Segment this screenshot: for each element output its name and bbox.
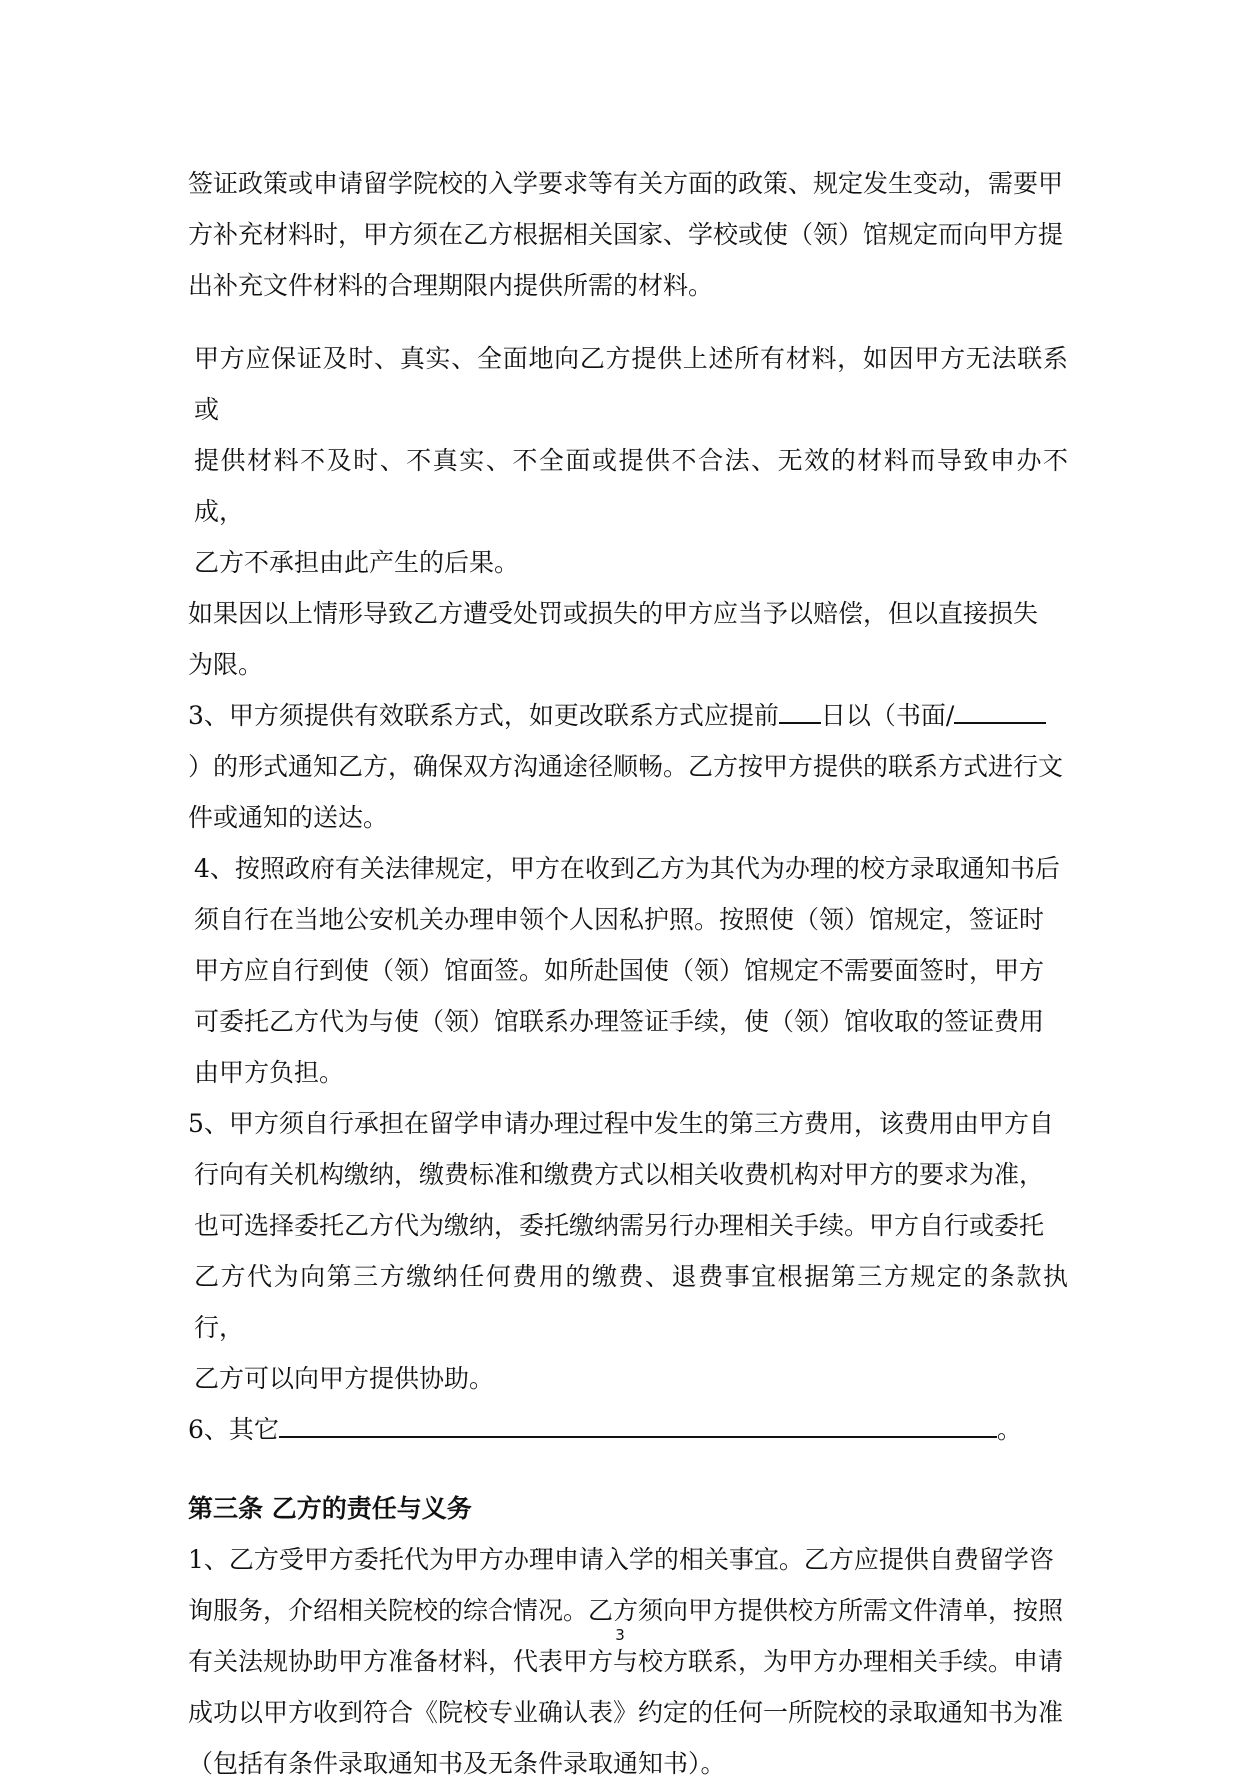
fill-in-blank-other xyxy=(279,1412,997,1438)
text-line: 件或通知的送达。 xyxy=(188,803,389,832)
text-line: 签证政策或申请留学院校的入学要求等有关方面的政策、规定发生变动，需要甲 xyxy=(188,169,1064,198)
clause-item-6 xyxy=(188,1404,1068,1455)
text-line: 乙方可以向甲方提供协助。 xyxy=(194,1364,495,1393)
text-line: 4、按照政府有关法律规定，甲方在收到乙方为其代为办理的校方录取通知书后 xyxy=(194,854,1060,883)
text-line: 须自行在当地公安机关办理申领个人因私护照。按照使（领）馆规定，签证时 xyxy=(194,905,1045,934)
text-line: 提供材料不及时、不真实、不全面或提供不合法、无效的材料而导致申办不成， xyxy=(194,446,1068,526)
text-line: 成功以甲方收到符合《院校专业确认表》约定的任何一所院校的录取通知书为准 xyxy=(188,1698,1064,1727)
text-line xyxy=(188,690,1068,741)
text-line: 如果因以上情形导致乙方遭受处罚或损失的甲方应当予以赔偿，但以直接损失 xyxy=(188,599,1039,628)
text-line: 方补充材料时，甲方须在乙方根据相关国家、学校或使（领）馆规定而向甲方提 xyxy=(188,220,1064,249)
clause-item-3 xyxy=(188,690,1068,843)
text-line: 行向有关机构缴纳，缴费标准和缴费方式以相关收费机构对甲方的要求为准， xyxy=(194,1160,1045,1189)
text-line: （包括有条件录取通知书及无条件录取通知书）。 xyxy=(188,1749,726,1778)
text-line: 乙方代为向第三方缴纳任何费用的缴费、退费事宜根据第三方规定的条款执行， xyxy=(194,1262,1068,1342)
paragraph-material-guarantee xyxy=(188,333,1068,588)
text-line xyxy=(188,1404,1068,1455)
text-line: 为限。 xyxy=(188,650,264,679)
text-line: 可委托乙方代为与使（领）馆联系办理签证手续，使（领）馆收取的签证费用 xyxy=(194,1007,1045,1036)
text-line: 5、甲方须自行承担在留学申请办理过程中发生的第三方费用，该费用由甲方自 xyxy=(188,1109,1054,1138)
text-line: 1、乙方受甲方委托代为甲方办理申请入学的相关事宜。乙方应提供自费留学咨 xyxy=(188,1545,1054,1574)
text-line: 甲方应保证及时、真实、全面地向乙方提供上述所有材料，如因甲方无法联系或 xyxy=(194,344,1068,424)
clause-item-4 xyxy=(188,843,1068,1098)
text-line: 乙方不承担由此产生的后果。 xyxy=(194,548,520,577)
document-page xyxy=(188,158,1068,1789)
text-segment: 。 xyxy=(996,1415,1022,1444)
fill-in-blank-method xyxy=(954,698,1046,724)
text-line: 有关法规协助甲方准备材料，代表甲方与校方联系，为甲方办理相关手续。申请 xyxy=(188,1647,1064,1676)
page-number: 3 xyxy=(615,1626,625,1644)
paragraph-continued xyxy=(188,158,1068,311)
clause-item-5 xyxy=(188,1098,1068,1404)
fill-in-blank-days xyxy=(779,698,821,724)
text-line: 甲方应自行到使（领）馆面签。如所赴国使（领）馆规定不需要面签时，甲方 xyxy=(194,956,1045,985)
text-line: 出补充文件材料的合理期限内提供所需的材料。 xyxy=(188,271,714,300)
text-segment: 6、其它 xyxy=(188,1415,279,1444)
section-heading: 第三条 乙方的责任与义务 xyxy=(188,1494,472,1523)
text-line: 询服务，介绍相关院校的综合情况。乙方须向甲方提供校方所需文件清单，按照 xyxy=(188,1596,1064,1625)
text-line: 也可选择委托乙方代为缴纳，委托缴纳需另行办理相关手续。甲方自行或委托 xyxy=(194,1211,1045,1240)
text-segment: 3、甲方须提供有效联系方式，如更改联系方式应提前 xyxy=(188,701,779,730)
text-line: 由甲方负担。 xyxy=(194,1058,345,1087)
paragraph-compensation xyxy=(188,588,1068,690)
section-clause-item-1 xyxy=(188,1534,1068,1789)
text-line: ）的形式通知乙方，确保双方沟通途径顺畅。乙方按甲方提供的联系方式进行文 xyxy=(188,752,1064,781)
text-segment: 日以（书面/ xyxy=(820,701,955,730)
